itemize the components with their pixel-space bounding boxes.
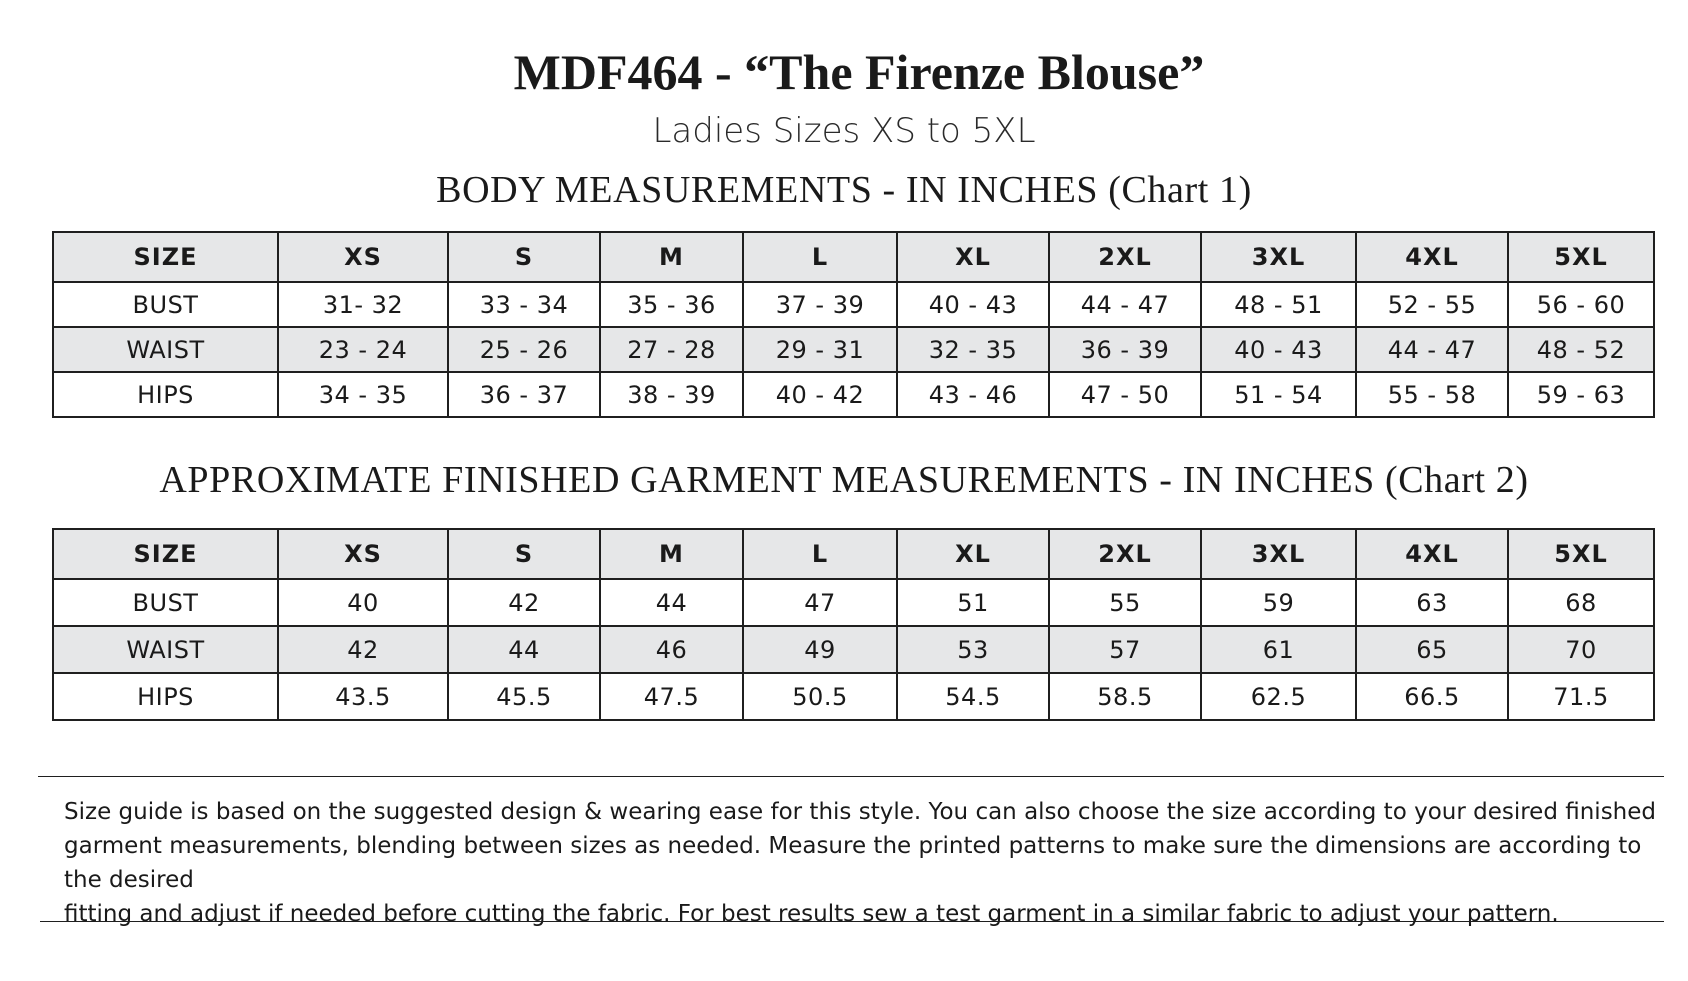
table-cell: 23 - 24 bbox=[278, 327, 448, 372]
table-cell: 70 bbox=[1508, 626, 1654, 673]
divider-top bbox=[38, 776, 1664, 777]
table-cell: 31- 32 bbox=[278, 282, 448, 327]
column-header: SIZE bbox=[53, 529, 278, 579]
row-label: BUST bbox=[53, 282, 278, 327]
column-header: XL bbox=[897, 232, 1049, 282]
table-cell: 37 - 39 bbox=[743, 282, 897, 327]
table-cell: 44 - 47 bbox=[1356, 327, 1508, 372]
chart2-heading: APPROXIMATE FINISHED GARMENT MEASUREMENTS - IN INCHES (Chart 2) bbox=[159, 459, 1529, 501]
table-cell: 47 - 50 bbox=[1049, 372, 1201, 417]
table-cell: 55 bbox=[1049, 579, 1201, 626]
note-line: Size guide is based on the suggested design & wearing ease for this style. You can also choose the size according to your desired finished bbox=[64, 799, 1657, 825]
column-header: L bbox=[743, 232, 897, 282]
column-header: M bbox=[600, 232, 743, 282]
table-cell: 32 - 35 bbox=[897, 327, 1049, 372]
table-cell: 40 - 42 bbox=[743, 372, 897, 417]
table-row-bust bbox=[53, 282, 1654, 327]
table-cell: 40 bbox=[278, 579, 448, 626]
column-header: L bbox=[743, 529, 897, 579]
row-label: HIPS bbox=[53, 372, 278, 417]
table-cell: 48 - 51 bbox=[1201, 282, 1356, 327]
table-cell: 42 bbox=[278, 626, 448, 673]
table-cell: 51 - 54 bbox=[1201, 372, 1356, 417]
table-cell: 61 bbox=[1201, 626, 1356, 673]
table-cell: 62.5 bbox=[1201, 673, 1356, 720]
table-cell: 59 bbox=[1201, 579, 1356, 626]
table-cell: 43.5 bbox=[278, 673, 448, 720]
table-row-hips bbox=[53, 673, 1654, 720]
table-row-bust bbox=[53, 579, 1654, 626]
table-cell: 44 - 47 bbox=[1049, 282, 1201, 327]
table-cell: 54.5 bbox=[897, 673, 1049, 720]
table-cell: 35 - 36 bbox=[600, 282, 743, 327]
column-header: 2XL bbox=[1049, 232, 1201, 282]
table-header-row bbox=[53, 232, 1654, 282]
table-cell: 50.5 bbox=[743, 673, 897, 720]
table-cell: 36 - 37 bbox=[448, 372, 600, 417]
page-subtitle: Ladies Sizes XS to 5XL bbox=[652, 111, 1036, 151]
table-cell: 44 bbox=[600, 579, 743, 626]
table-row-waist bbox=[53, 626, 1654, 673]
table-cell: 44 bbox=[448, 626, 600, 673]
table-cell: 27 - 28 bbox=[600, 327, 743, 372]
row-label: WAIST bbox=[53, 626, 278, 673]
table-cell: 49 bbox=[743, 626, 897, 673]
table-cell: 71.5 bbox=[1508, 673, 1654, 720]
finished-garment-table bbox=[52, 528, 1655, 721]
table-cell: 63 bbox=[1356, 579, 1508, 626]
table-cell: 47 bbox=[743, 579, 897, 626]
row-label: WAIST bbox=[53, 327, 278, 372]
page-title: MDF464 - “The Firenze Blouse” bbox=[513, 44, 1205, 100]
table-cell: 57 bbox=[1049, 626, 1201, 673]
table-cell: 40 - 43 bbox=[1201, 327, 1356, 372]
chart1-heading: BODY MEASUREMENTS - IN INCHES (Chart 1) bbox=[436, 169, 1252, 211]
table-cell: 40 - 43 bbox=[897, 282, 1049, 327]
table-cell: 58.5 bbox=[1049, 673, 1201, 720]
table-cell: 68 bbox=[1508, 579, 1654, 626]
column-header: 5XL bbox=[1508, 529, 1654, 579]
note-line: fitting and adjust if needed before cutting the fabric. For best results sew a test garment in a similar fabric to adjust your pattern. bbox=[64, 901, 1559, 927]
table-cell: 33 - 34 bbox=[448, 282, 600, 327]
table-cell: 29 - 31 bbox=[743, 327, 897, 372]
table-row-waist bbox=[53, 327, 1654, 372]
column-header: 3XL bbox=[1201, 232, 1356, 282]
column-header: S bbox=[448, 529, 600, 579]
divider-bottom bbox=[40, 921, 1664, 922]
table-cell: 53 bbox=[897, 626, 1049, 673]
body-measurements-table bbox=[52, 231, 1655, 418]
column-header: 4XL bbox=[1356, 529, 1508, 579]
table-cell: 46 bbox=[600, 626, 743, 673]
table-header-row bbox=[53, 529, 1654, 579]
table-cell: 38 - 39 bbox=[600, 372, 743, 417]
table-cell: 42 bbox=[448, 579, 600, 626]
size-guide-note bbox=[64, 795, 1664, 931]
column-header: 3XL bbox=[1201, 529, 1356, 579]
table-cell: 56 - 60 bbox=[1508, 282, 1654, 327]
table-cell: 47.5 bbox=[600, 673, 743, 720]
column-header: S bbox=[448, 232, 600, 282]
table-cell: 66.5 bbox=[1356, 673, 1508, 720]
table-cell: 34 - 35 bbox=[278, 372, 448, 417]
column-header: XL bbox=[897, 529, 1049, 579]
table-cell: 51 bbox=[897, 579, 1049, 626]
column-header: 5XL bbox=[1508, 232, 1654, 282]
table-row-hips bbox=[53, 372, 1654, 417]
column-header: M bbox=[600, 529, 743, 579]
column-header: 4XL bbox=[1356, 232, 1508, 282]
table-cell: 52 - 55 bbox=[1356, 282, 1508, 327]
row-label: HIPS bbox=[53, 673, 278, 720]
column-header: 2XL bbox=[1049, 529, 1201, 579]
table-cell: 48 - 52 bbox=[1508, 327, 1654, 372]
column-header: SIZE bbox=[53, 232, 278, 282]
note-line: garment measurements, blending between sizes as needed. Measure the printed patterns to make sure the dimensions are according to the desired bbox=[64, 833, 1642, 893]
table-cell: 65 bbox=[1356, 626, 1508, 673]
column-header: XS bbox=[278, 529, 448, 579]
row-label: BUST bbox=[53, 579, 278, 626]
table-cell: 36 - 39 bbox=[1049, 327, 1201, 372]
column-header: XS bbox=[278, 232, 448, 282]
table-cell: 55 - 58 bbox=[1356, 372, 1508, 417]
table-cell: 59 - 63 bbox=[1508, 372, 1654, 417]
table-cell: 43 - 46 bbox=[897, 372, 1049, 417]
table-cell: 25 - 26 bbox=[448, 327, 600, 372]
table-cell: 45.5 bbox=[448, 673, 600, 720]
